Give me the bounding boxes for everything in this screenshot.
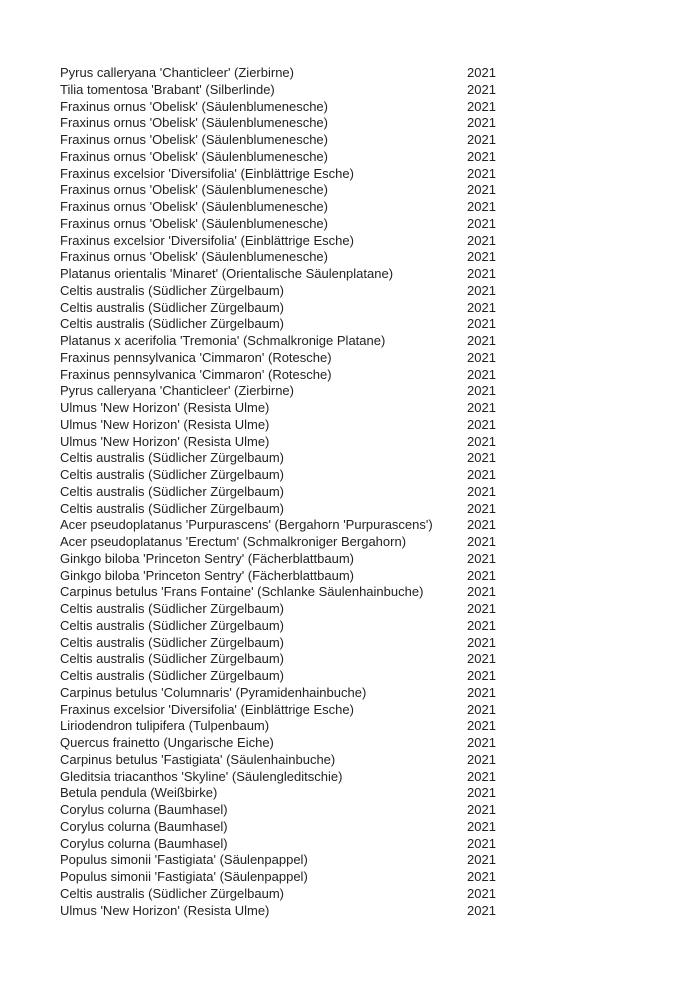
table-row [60, 785, 640, 802]
species-name: Populus simonii 'Fastigiata' (Säulenpappel) [60, 852, 308, 868]
tree-list [60, 65, 640, 919]
table-row [60, 149, 640, 166]
species-name: Fraxinus ornus 'Obelisk' (Säulenblumenesche) [60, 115, 328, 131]
table-row [60, 132, 640, 149]
species-name: Ulmus 'New Horizon' (Resista Ulme) [60, 400, 270, 415]
year-value: 2021 [467, 333, 496, 348]
year-value: 2021 [467, 282, 496, 298]
table-row [60, 769, 640, 786]
year-value: 2021 [467, 500, 496, 516]
table-row [60, 383, 640, 400]
species-name: Celtis australis (Südlicher Zürgelbaum) [60, 668, 284, 683]
table-row [60, 316, 640, 333]
species-name: Platanus x acerifolia 'Tremonia' (Schmalkronige Platane) [60, 333, 386, 348]
table-row [60, 752, 640, 769]
table-row [60, 735, 640, 752]
year-value: 2021 [467, 684, 496, 700]
species-name: Celtis australis (Südlicher Zürgelbaum) [60, 651, 284, 667]
table-row [60, 266, 640, 283]
table-row [60, 852, 640, 869]
table-row [60, 333, 640, 350]
table-row [60, 685, 640, 702]
year-value: 2021 [467, 701, 496, 717]
table-row [60, 651, 640, 668]
year-value: 2021 [467, 383, 496, 399]
year-value: 2021 [467, 199, 496, 214]
species-name: Celtis australis (Südlicher Zürgelbaum) [60, 634, 284, 650]
year-value: 2021 [467, 534, 496, 549]
year-value: 2021 [467, 852, 496, 868]
species-name: Ginkgo biloba 'Princeton Sentry' (Fächerblattbaum) [60, 550, 354, 566]
species-name: Fraxinus ornus 'Obelisk' (Säulenblumenesche) [60, 98, 328, 114]
year-value: 2021 [467, 835, 496, 851]
year-value: 2021 [467, 550, 496, 566]
year-value: 2021 [467, 785, 496, 801]
species-name: Corylus colurna (Baumhasel) [60, 802, 228, 817]
year-value: 2021 [467, 735, 496, 750]
table-row [60, 467, 640, 484]
table-row [60, 869, 640, 886]
species-name: Celtis australis (Südlicher Zürgelbaum) [60, 316, 284, 332]
year-value: 2021 [467, 802, 496, 817]
year-value: 2021 [467, 718, 496, 734]
table-row [60, 350, 640, 367]
table-row [60, 216, 640, 233]
species-name: Platanus orientalis 'Minaret' (Orientalische Säulenplatane) [60, 266, 394, 281]
table-row [60, 400, 640, 417]
year-value: 2021 [467, 81, 496, 97]
year-value: 2021 [467, 768, 496, 784]
table-row [60, 115, 640, 132]
table-row [60, 65, 640, 82]
year-value: 2021 [467, 433, 496, 449]
species-name: Fraxinus ornus 'Obelisk' (Säulenblumenesche) [60, 215, 328, 231]
species-name: Ulmus 'New Horizon' (Resista Ulme) [60, 902, 270, 918]
year-value: 2021 [467, 601, 496, 616]
species-name: Fraxinus pennsylvanica 'Cimmaron' (Rotesche) [60, 349, 332, 365]
table-row [60, 249, 640, 266]
year-value: 2021 [467, 299, 496, 315]
species-name: Celtis australis (Südlicher Zürgelbaum) [60, 483, 284, 499]
year-value: 2021 [467, 249, 496, 265]
species-name: Celtis australis (Südlicher Zürgelbaum) [60, 885, 284, 901]
year-value: 2021 [467, 349, 496, 365]
year-value: 2021 [467, 517, 496, 533]
year-value: 2021 [467, 316, 496, 332]
year-value: 2021 [467, 182, 496, 198]
year-value: 2021 [467, 634, 496, 650]
year-value: 2021 [467, 584, 496, 600]
year-value: 2021 [467, 651, 496, 667]
year-value: 2021 [467, 148, 496, 164]
table-row [60, 819, 640, 836]
year-value: 2021 [467, 266, 496, 281]
year-value: 2021 [467, 215, 496, 231]
table-row [60, 702, 640, 719]
table-row [60, 199, 640, 216]
species-name: Pyrus calleryana 'Chanticleer' (Zierbirne) [60, 383, 294, 399]
table-row [60, 802, 640, 819]
species-name: Corylus colurna (Baumhasel) [60, 835, 228, 851]
year-value: 2021 [467, 617, 496, 633]
year-value: 2021 [467, 416, 496, 432]
species-name: Ginkgo biloba 'Princeton Sentry' (Fächerblattbaum) [60, 567, 354, 583]
year-value: 2021 [467, 885, 496, 901]
year-value: 2021 [467, 165, 496, 181]
table-row [60, 182, 640, 199]
year-value: 2021 [467, 98, 496, 114]
species-name: Carpinus betulus 'Frans Fontaine' (Schlanke Säulenhainbuche) [60, 584, 424, 600]
table-row [60, 367, 640, 384]
table-row [60, 417, 640, 434]
table-row [60, 534, 640, 551]
year-value: 2021 [467, 65, 496, 80]
table-row [60, 568, 640, 585]
year-value: 2021 [467, 869, 496, 884]
species-name: Ulmus 'New Horizon' (Resista Ulme) [60, 433, 270, 449]
year-value: 2021 [467, 366, 496, 382]
species-name: Liriodendron tulipifera (Tulpenbaum) [60, 718, 270, 734]
table-row [60, 450, 640, 467]
table-row [60, 551, 640, 568]
species-name: Acer pseudoplatanus 'Purpurascens' (Bergahorn 'Purpurascens') [60, 517, 433, 533]
species-name: Celtis australis (Südlicher Zürgelbaum) [60, 450, 284, 466]
year-value: 2021 [467, 450, 496, 466]
table-row [60, 718, 640, 735]
year-value: 2021 [467, 567, 496, 583]
table-row [60, 484, 640, 501]
species-name: Carpinus betulus 'Fastigiata' (Säulenhainbuche) [60, 751, 336, 767]
year-value: 2021 [467, 818, 496, 834]
table-row [60, 300, 640, 317]
year-value: 2021 [467, 668, 496, 683]
table-row [60, 601, 640, 618]
year-value: 2021 [467, 132, 496, 147]
year-value: 2021 [467, 751, 496, 767]
table-row [60, 233, 640, 250]
species-name: Fraxinus ornus 'Obelisk' (Säulenblumenesche) [60, 249, 328, 265]
species-name: Quercus frainetto (Ungarische Eiche) [60, 735, 274, 750]
table-row [60, 903, 640, 920]
species-name: Celtis australis (Südlicher Zürgelbaum) [60, 601, 284, 616]
species-name: Fraxinus ornus 'Obelisk' (Säulenblumenesche) [60, 182, 328, 198]
table-row [60, 886, 640, 903]
year-value: 2021 [467, 400, 496, 415]
species-name: Corylus colurna (Baumhasel) [60, 818, 228, 834]
table-row [60, 166, 640, 183]
species-name: Tilia tomentosa 'Brabant' (Silberlinde) [60, 81, 275, 97]
table-row [60, 434, 640, 451]
species-name: Celtis australis (Südlicher Zürgelbaum) [60, 282, 284, 298]
species-name: Celtis australis (Südlicher Zürgelbaum) [60, 500, 284, 516]
species-name: Fraxinus ornus 'Obelisk' (Säulenblumenesche) [60, 132, 328, 147]
table-row [60, 82, 640, 99]
species-name: Fraxinus ornus 'Obelisk' (Säulenblumenesche) [60, 148, 328, 164]
species-name: Celtis australis (Südlicher Zürgelbaum) [60, 617, 284, 633]
species-name: Fraxinus pennsylvanica 'Cimmaron' (Rotesche) [60, 366, 332, 382]
species-name: Carpinus betulus 'Columnaris' (Pyramidenhainbuche) [60, 684, 367, 700]
species-name: Betula pendula (Weißbirke) [60, 785, 218, 801]
table-row [60, 668, 640, 685]
year-value: 2021 [467, 467, 496, 482]
table-row [60, 517, 640, 534]
table-row [60, 283, 640, 300]
table-row [60, 584, 640, 601]
year-value: 2021 [467, 232, 496, 248]
table-row [60, 501, 640, 518]
species-name: Celtis australis (Südlicher Zürgelbaum) [60, 299, 284, 315]
species-name: Populus simonii 'Fastigiata' (Säulenpappel) [60, 869, 308, 884]
year-value: 2021 [467, 902, 496, 918]
species-name: Fraxinus excelsior 'Diversifolia' (Einblättrige Esche) [60, 232, 354, 248]
species-name: Ulmus 'New Horizon' (Resista Ulme) [60, 416, 270, 432]
year-value: 2021 [467, 483, 496, 499]
species-name: Pyrus calleryana 'Chanticleer' (Zierbirne) [60, 65, 294, 80]
year-value: 2021 [467, 115, 496, 131]
species-name: Gleditsia triacanthos 'Skyline' (Säulengleditschie) [60, 768, 343, 784]
species-name: Celtis australis (Südlicher Zürgelbaum) [60, 467, 284, 482]
table-row [60, 635, 640, 652]
species-name: Acer pseudoplatanus 'Erectum' (Schmalkroniger Bergahorn) [60, 534, 407, 549]
species-name: Fraxinus excelsior 'Diversifolia' (Einblättrige Esche) [60, 165, 354, 181]
table-row [60, 99, 640, 116]
species-name: Fraxinus ornus 'Obelisk' (Säulenblumenesche) [60, 199, 328, 214]
table-row [60, 618, 640, 635]
species-name: Fraxinus excelsior 'Diversifolia' (Einblättrige Esche) [60, 701, 354, 717]
table-row [60, 836, 640, 853]
